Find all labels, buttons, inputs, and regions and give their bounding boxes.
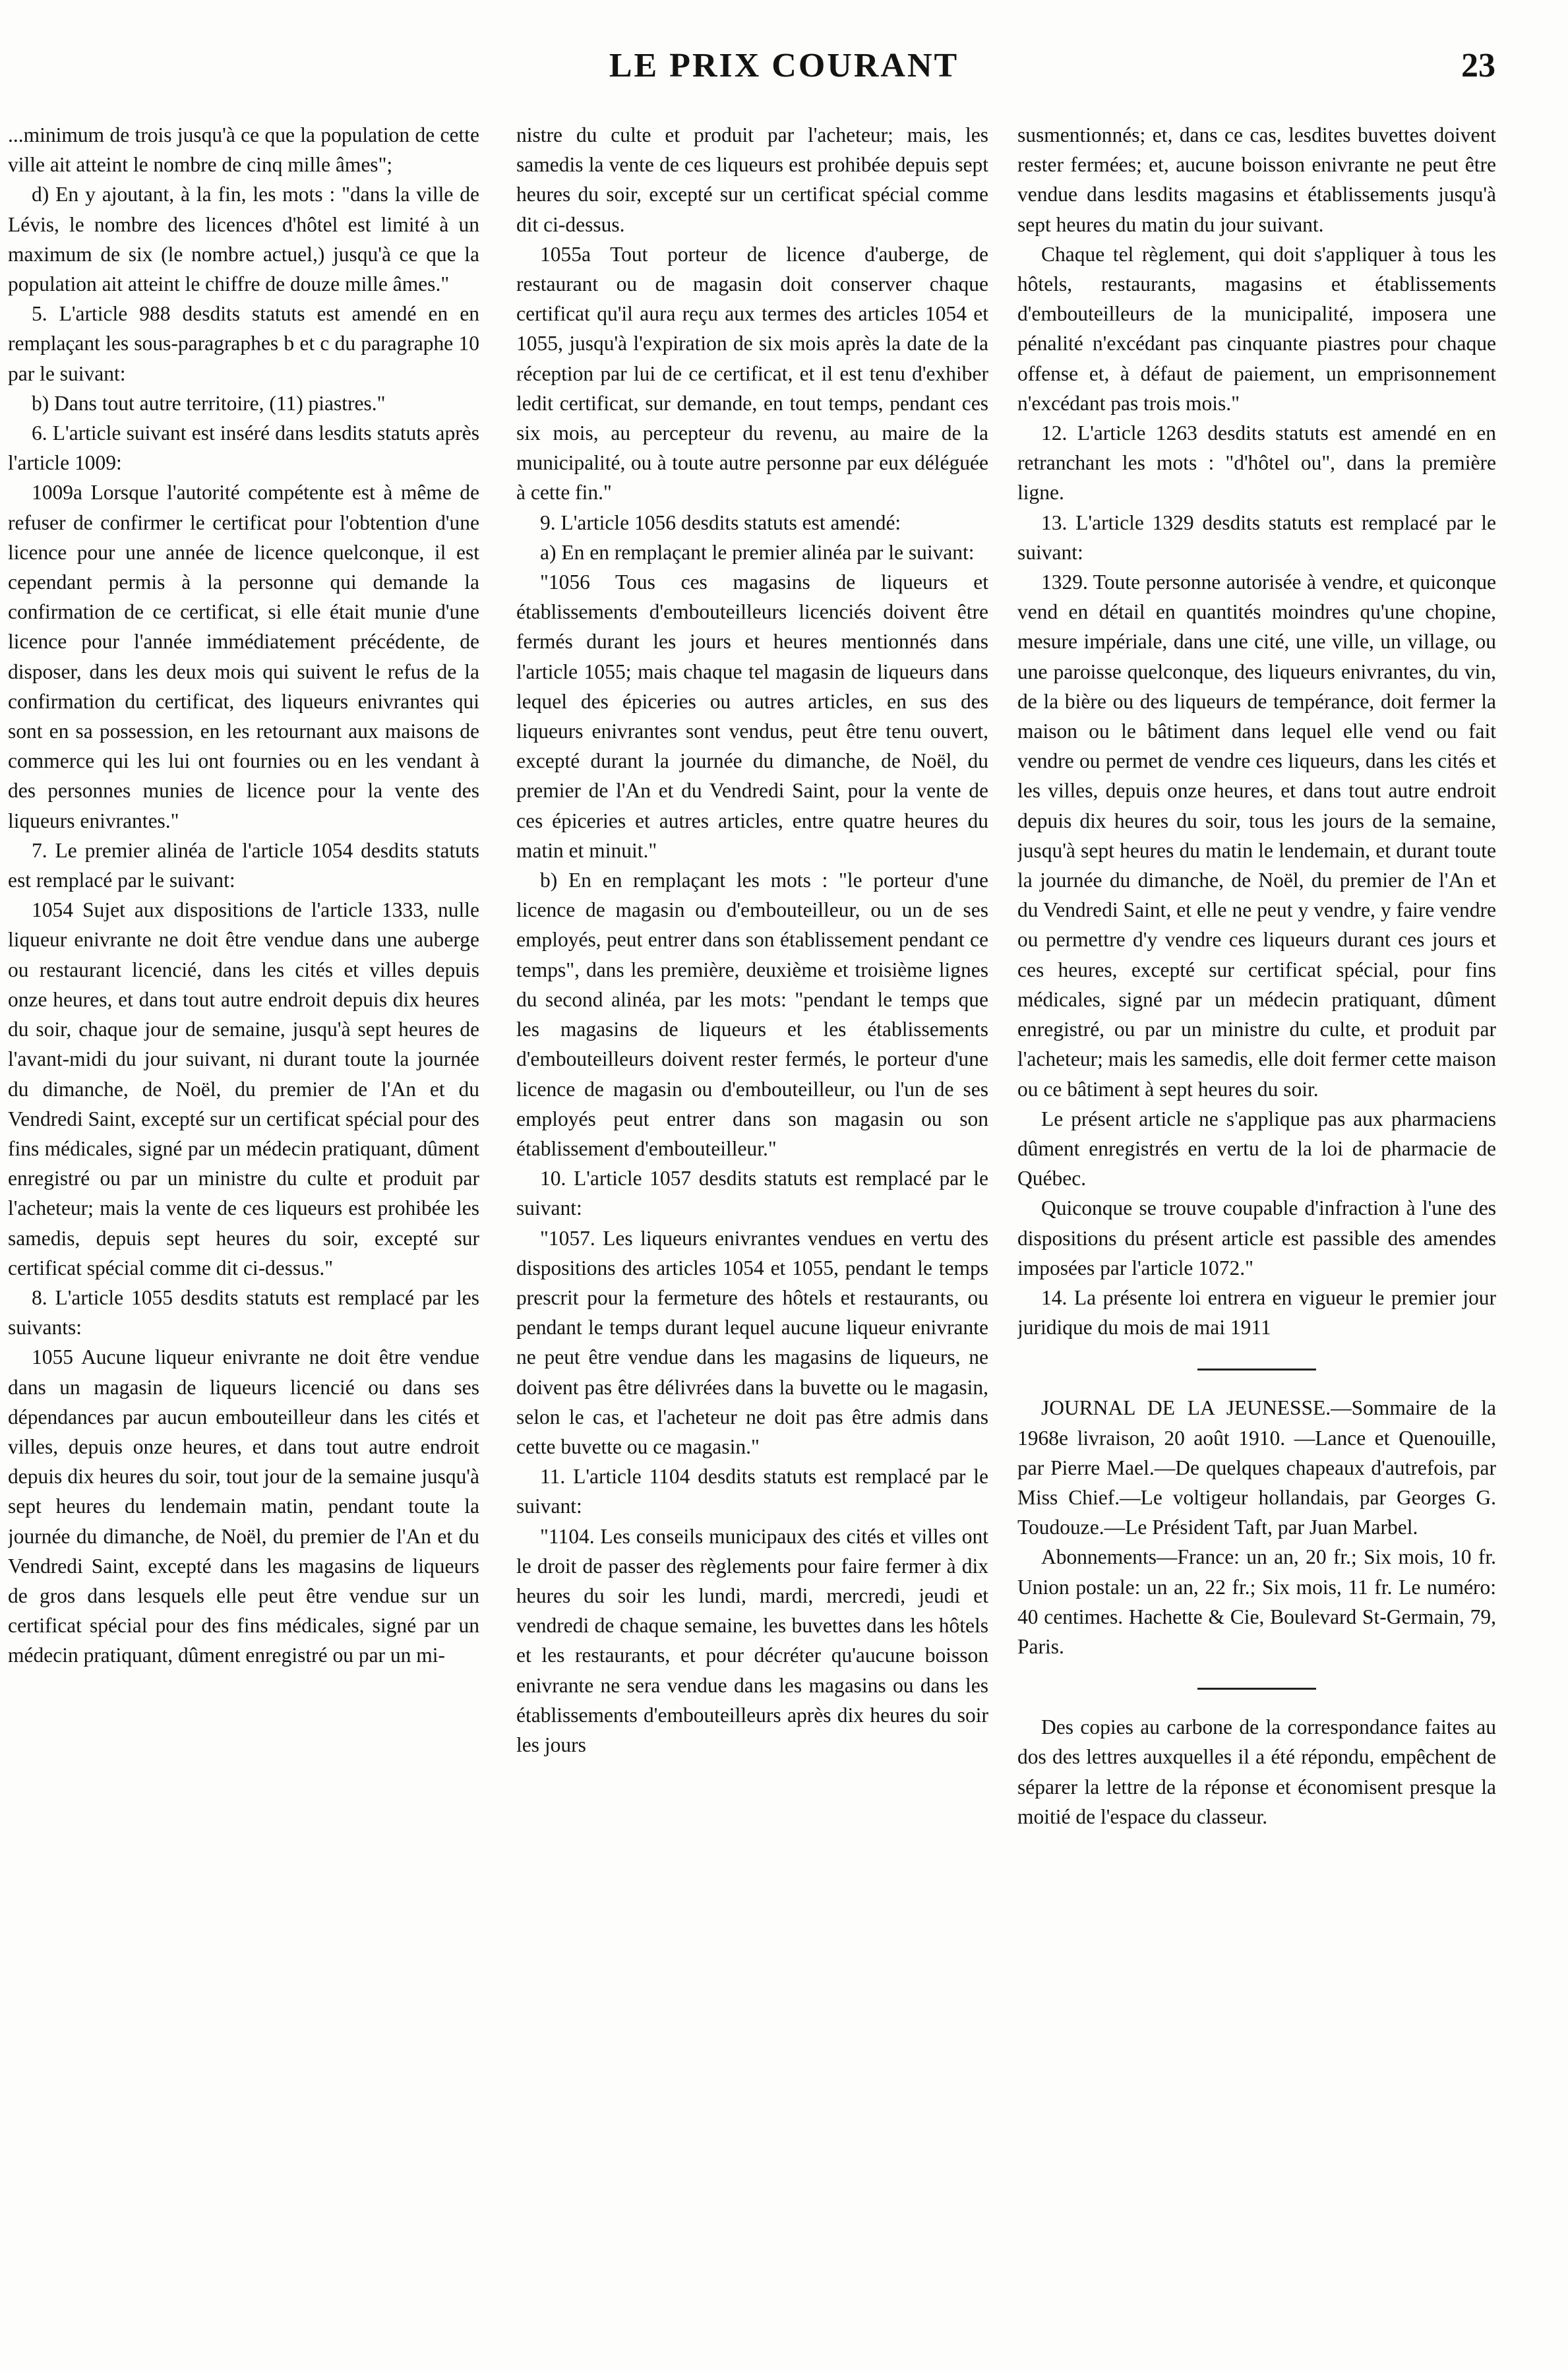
paragraph: 5. L'article 988 desdits statuts est amendé en en remplaçant les sous-paragraphes b et c du paragraphe 10 par le suivant: [8, 302, 479, 385]
paragraph: 11. L'article 1104 desdits statuts est remplacé par le suivant: [516, 1465, 988, 1518]
paragraph: 14. La présente loi entrera en vigueur le premier jour juridique du mois de mai 1911 [1017, 1285, 1496, 1339]
paragraph: 8. L'article 1055 desdits statuts est remplacé par les suivants: [8, 1285, 479, 1339]
column-3 [1017, 120, 1496, 2349]
paragraph: Quiconque se trouve coupable d'infraction à l'une des dispositions du présent article est passible des amendes imposées par l'article 1072." [1017, 1196, 1496, 1279]
paragraph: "1056 Tous ces magasins de liqueurs et établissements d'embouteilleurs licenciés doivent être fermés durant les jours et heures mentionnés dans l'article 1055; mais chaque tel magasin de liqueurs dans lequel des épiceries ou autres articles, en sus des liqueurs enivrantes sont vendus, peut être tenu ouvert, excepté durant la journée du dimanche, de Noël, du premier de l'An et du Vendredi Saint, pour la vente de ces épiceries et autres articles, entre quatre heures du matin et minuit." [516, 570, 988, 862]
journal-notice [1017, 1393, 1496, 1661]
page-number: 23 [1461, 47, 1495, 84]
paragraph: a) En en remplaçant le premier alinéa par le suivant: [540, 540, 975, 564]
paragraph: 1329. Toute personne autorisée à vendre, et quiconque vend en détail en quantités moindres qu'une chopine, mesure impériale, dans une cité, une ville, un village, ou une paroisse quelconque, des liqueurs enivrantes, du vin, de la bière ou des liqueurs de tempérance, doit fermer la maison ou le bâtiment dans lequel elle vend ou fait vendre ou permet de vendre ces liqueurs, dans les cités et les villes, depuis onze heures, et dans tout autre endroit depuis dix heures du soir, tous les jours de la semaine, jusqu'à sept heures du matin le lendemain, et durant toute la journée du dimanche, de Noël, du premier de l'An et du Vendredi Saint, et elle ne peut y vendre, y faire vendre ou permettre d'y vendre ces liqueurs durant ces jours et ces heures, excepté sur certificat spécial, pour fins médicales, signé par un médecin pratiquant, dûment enregistré, ou par un ministre du culte, et produit par l'acheteur; mais les samedis, elle doit fermer cette maison ou ce bâtiment à sept heures du soir. [1017, 570, 1496, 1101]
column-1 [8, 120, 479, 2349]
running-head [0, 46, 1568, 92]
section-divider [1197, 1688, 1316, 1690]
paragraph: 1009a Lorsque l'autorité compétente est à même de refuser de confirmer le certificat pour l'obtention d'une licence pour une année de licence quelconque, il est cependant permis à la personne qui demande la confirmation de ce certificat, si elle était munie d'une licence pour l'année immédiatement précédente, de disposer, dans les deux mois qui suivent le refus de la confirmation du certificat, des liqueurs enivrantes qui sont en sa possession, en les retournant aux maisons de commerce qui les lui ont fournies ou en les vendant à des personnes munies de licence pour la vente des liqueurs enivrantes." [8, 481, 479, 832]
paragraph: 12. L'article 1263 desdits statuts est amendé en en retranchant les mots : "d'hôtel ou", dans la première ligne. [1017, 421, 1496, 505]
paragraph: Le présent article ne s'applique pas aux pharmaciens dûment enregistrés en vertu de la loi de pharmacie de Québec. [1017, 1107, 1496, 1190]
paragraph: 10. L'article 1057 desdits statuts est remplacé par le suivant: [516, 1167, 988, 1220]
paragraph: 13. L'article 1329 desdits statuts est remplacé par le suivant: [1017, 510, 1496, 564]
paragraph: 1054 Sujet aux dispositions de l'article 1333, nulle liqueur enivrante ne doit être vendue dans une auberge ou restaurant licencié, dans les cités et villes depuis onze heures, et dans tout autre endroit depuis dix heures du soir, chaque jour de semaine, jusqu'à sept heures de l'avant-midi du jour suivant, ni durant toute la journée du dimanche, de Noël, du premier de l'An et du Vendredi Saint, excepté sur un certificat spécial pour des fins médicales, signé par un médecin pratiquant, dûment enregistré ou par un ministre du culte et produit par l'acheteur; mais la vente de ces liqueurs est prohibée les samedis, depuis sept heures du soir, excepté sur certificat spécial comme dit ci-dessus." [8, 898, 479, 1279]
paragraph: b) En en remplaçant les mots : "le porteur d'une licence de magasin ou d'embouteilleur, ou un de ses employés, peut entrer dans son établissement pendant ce temps", dans les première, deuxième et troisième lignes du second alinéa, par les mots: "pendant le temps que les magasins de liqueurs et les établissements d'embouteilleurs doivent rester fermés, le porteur d'une licence de magasin ou d'embouteilleur, ou l'un de ses employés peut entrer dans son magasin ou son établissement d'embouteilleur." [516, 869, 988, 1160]
notice-paragraph: JOURNAL DE LA JEUNESSE.—Sommaire de la 1968e livraison, 20 août 1910. —Lance et Quenouille, par Pierre Mael.—De quelques chapeaux d'autrefois, par Miss Chief.—Le voltigeur hollandais, par Georges G. Toudouze.—Le Président Taft, par Juan Marbel. [1017, 1396, 1496, 1539]
tip-paragraph: Des copies au carbone de la correspondance faites au dos des lettres auxquelles il a été répondu, empêchent de séparer la lettre de la réponse et économisent presque la moitié de l'espace du classeur. [1017, 1715, 1496, 1828]
section-divider [1197, 1369, 1316, 1370]
journal-title: LE PRIX COURANT [609, 47, 959, 84]
notice-paragraph: Abonnements—France: un an, 20 fr.; Six mois, 10 fr. Union postale: un an, 22 fr.; Six mois, 11 fr. Le numéro: 40 centimes. Hachette & Cie, Boulevard St-Germain, 79, Paris. [1017, 1545, 1496, 1658]
paragraph: 6. L'article suivant est inséré dans lesdits statuts après l'article 1009: [8, 421, 479, 475]
paragraph: nistre du culte et produit par l'acheteur; mais, les samedis la vente de ces liqueurs est prohibée depuis sept heures du soir, excepté sur un certificat spécial comme dit ci-dessus. [516, 123, 988, 236]
paragraph: "1057. Les liqueurs enivrantes vendues en vertu des dispositions des articles 1054 et 1055, pendant le temps prescrit pour la fermeture des hôtels et restaurants, ou pendant le temps durant lequel aucune liqueur enivrante ne peut être vendue dans les magasins de liqueurs, ne doivent pas être délivrées dans la buvette ou le magasin, selon le cas, et l'acheteur ne doit pas être admis dans cette buvette ou ce magasin." [516, 1226, 988, 1458]
paragraph: susmentionnés; et, dans ce cas, lesdites buvettes doivent rester fermées; et, aucune boisson enivrante ne peut être vendue dans lesdits magasins et établissements jusqu'à sept heures du matin du jour suivant. [1017, 123, 1496, 236]
paragraph: 7. Le premier alinéa de l'article 1054 desdits statuts est remplacé par le suivant: [8, 838, 479, 892]
paragraph: 9. L'article 1056 desdits statuts est amendé: [540, 510, 901, 534]
paragraph: 1055a Tout porteur de licence d'auberge, de restaurant ou de magasin doit conserver chaque certificat qu'il aura reçu aux termes des articles 1054 et 1055, jusqu'à l'expiration de six mois après la date de la réception par lui de ce certificat, et il est tenu d'exhiber ledit certificat, sur demande, en tout temps, pendant ces six mois, au percepteur du revenu, au maire de la municipalité, ou à toute autre personne par eux déléguée à cette fin." [516, 242, 988, 505]
paragraph: "1104. Les conseils municipaux des cités et villes ont le droit de passer des règlements pour faire fermer à dix heures du soir les lundi, mardi, mercredi, jeudi et vendredi de chaque semaine, les buvettes dans les hôtels et les restaurants, et pour décréter qu'aucune boisson enivrante ne sera vendue dans les magasins ou dans les établissements d'embouteilleurs après dix heures du soir les jours [516, 1524, 988, 1756]
paragraph: ...minimum de trois jusqu'à ce que la population de cette ville ait atteint le nombre de cinq mille âmes"; [8, 123, 479, 177]
paragraph: b) Dans tout autre territoire, (11) piastres." [32, 391, 386, 415]
paragraph: d) En y ajoutant, à la fin, les mots : "dans la ville de Lévis, le nombre des licences d'hôtel est limité à un maximum de six (le nombre actuel,) jusqu'à ce que la population ait atteint le chiffre de douze mille âmes." [8, 183, 479, 296]
paragraph: 1055 Aucune liqueur enivrante ne doit être vendue dans un magasin de liqueurs licencié ou dans ses dépendances par aucun embouteilleur dans les cités et villes, depuis onze heures, et dans tout autre endroit depuis dix heures du soir, tout jour de la semaine jusqu'à sept heures du lendemain matin, pendant toute la journée du dimanche, de Noël, du premier de l'An et du Vendredi Saint, excepté dans les magasins de liqueurs de gros dans lesquels elle peut être vendue sur un certificat spécial pour des fins médicales, signé par un médecin pratiquant, dûment enregistré ou par un mi- [8, 1345, 479, 1667]
column-2 [516, 120, 988, 2349]
paragraph: Chaque tel règlement, qui doit s'appliquer à tous les hôtels, restaurants, magasins et établissements d'embouteilleurs de la municipalité, imposera une pénalité n'excédant pas cinquante piastres pour chaque offense et, à défaut de paiement, un emprisonnement n'excédant pas trois mois." [1017, 242, 1496, 415]
carbon-copy-tip [1017, 1712, 1496, 1832]
